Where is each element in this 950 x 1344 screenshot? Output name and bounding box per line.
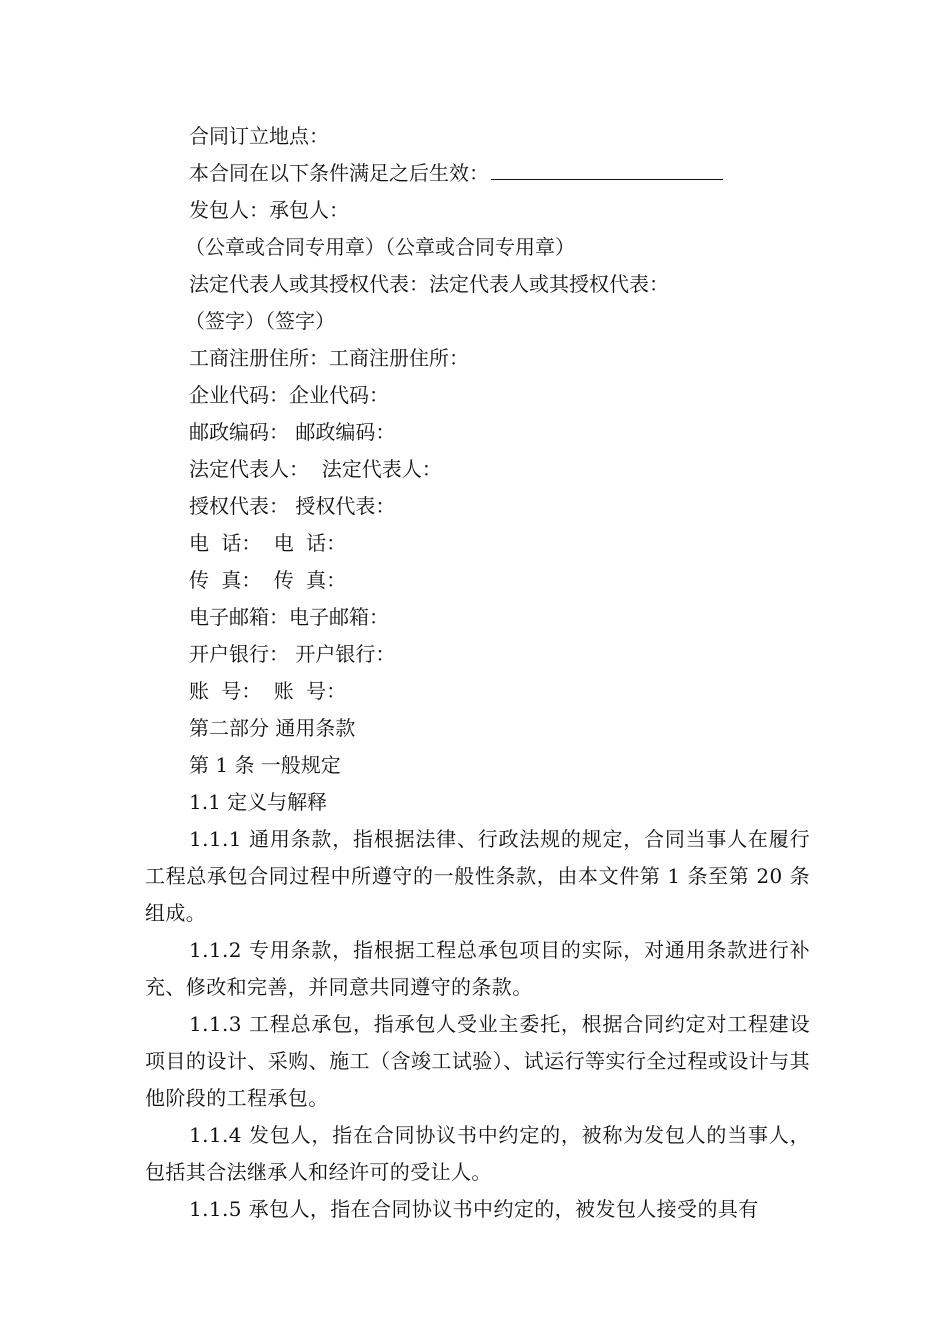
clause-1-1-2: 1.1.2 专用条款，指根据工程总承包项目的实际，对通用条款进行补充、修改和完善，并同意共同遵守的条款。 (145, 938, 810, 999)
document-body (145, 118, 810, 1228)
effective-condition-label: 本合同在以下条件满足之后生效： (189, 161, 489, 185)
account-line: 账 号： 账 号： (189, 679, 347, 703)
clause-1-1-4: 1.1.4 发包人，指在合同协议书中约定的，被称为发包人的当事人，包括其合法继承人和经许可的受让人。 (145, 1123, 810, 1184)
legal-representative-line: 法定代表人： 法定代表人： (189, 457, 442, 481)
postal-code-line: 邮政编码： 邮政编码： (189, 420, 396, 444)
effective-condition-line (145, 155, 810, 192)
phone-line: 电 话： 电 话： (189, 531, 347, 555)
seals-line: （公章或合同专用章）（公章或合同专用章） (185, 235, 575, 259)
signatures-line: （签字）（签字） (185, 309, 335, 333)
clause-1-1-5: 1.1.5 承包人，指在合同协议书中约定的，被发包人接受的具有 (189, 1197, 759, 1221)
effective-condition-blank (491, 155, 723, 180)
registered-address-line: 工商注册住所：工商注册住所： (189, 346, 469, 370)
bank-line: 开户银行： 开户银行： (189, 642, 396, 666)
contract-place-line: 合同订立地点： (189, 124, 329, 148)
article-title: 第 1 条 一般规定 (189, 753, 341, 777)
email-line: 电子邮箱：电子邮箱： (189, 605, 389, 629)
clause-1-1-1: 1.1.1 通用条款，指根据法律、行政法规的规定，合同当事人在履行工程总承包合同过程中所遵守的一般性条款，由本文件第 1 条至第 20 条组成。 (145, 827, 810, 925)
representatives-line: 法定代表人或其授权代表：法定代表人或其授权代表： (189, 272, 669, 296)
enterprise-code-line: 企业代码：企业代码： (189, 383, 389, 407)
parties-line: 发包人：承包人： (189, 198, 349, 222)
part-title: 第二部分 通用条款 (189, 716, 356, 740)
clause-1-1-3: 1.1.3 工程总承包，指承包人受业主委托，根据合同约定对工程建设项目的设计、采购、施工（含竣工试验）、试运行等实行全过程或设计与其他阶段的工程承包。 (145, 1012, 810, 1110)
section-title: 1.1 定义与解释 (189, 790, 328, 814)
authorized-representative-line: 授权代表： 授权代表： (189, 494, 396, 518)
fax-line: 传 真： 传 真： (189, 568, 347, 592)
